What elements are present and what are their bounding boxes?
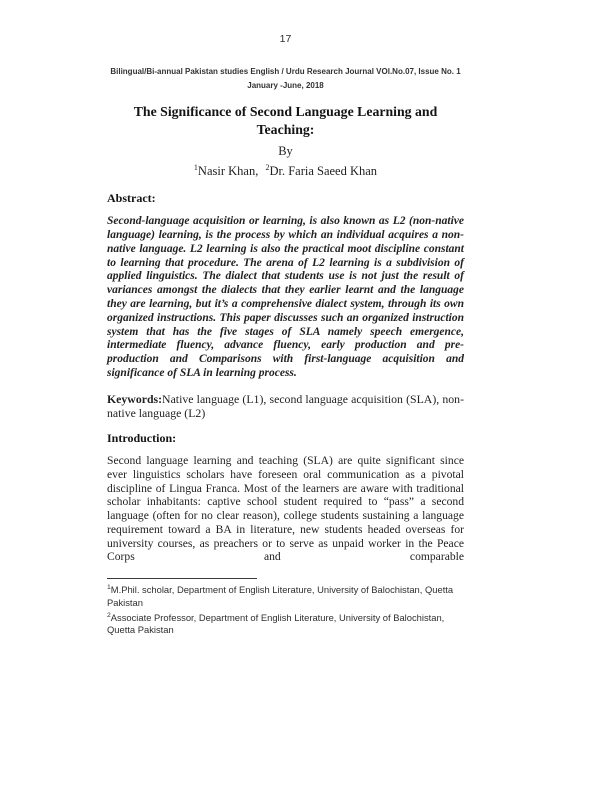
introduction-text: Second language learning and teaching (SLA) are quite significant since ever linguistics scholars have foreseen oral communication as a pivotal discipline of Lingua Franca. Most of the learners are aware with traditional scholar inhabitants: captive school student required to “pass” a second language (often for no clear reason), college students sustaining a language requirement toward a BA in literature, new students headed overseas for university courses, as preachers or to serve as unpaid worker in the Peace Corps and comparable [107, 453, 464, 564]
keywords-line [107, 392, 464, 421]
keywords-text: Native language (L1), second language acquisition (SLA), non-native language (L2) [107, 391, 464, 421]
journal-header [107, 65, 464, 93]
author-line [107, 163, 464, 179]
author-2 [265, 164, 377, 178]
abstract-text: Second-language acquisition or learning, is also known as L2 (non-native language) learning, is the process by which an individual acquires a non-native language. L2 learning is also the practical moot discipline constant to learning that procedure. The arena of L2 learning is a subdivision of applied linguistics. The dialect that students use is not just the result of variances amongst the dialects that they earlier learnt and the language they are learning, but it’s a comprehensive dialect system, through its own organized instructions. This paper discusses such an organized instruction system that has the five stages of SLA namely speech emergence, intermediate fluency, advance fluency, early production and pre-production and Comparisons with first-language acquisition and significance of SLA in learning process. [107, 215, 464, 379]
page-content-column [107, 0, 464, 637]
author-1-footnote-marker: 1 [193, 163, 198, 172]
article-title: The Significance of Second Language Learning and Teaching: [133, 104, 438, 137]
footnote-separator [107, 578, 257, 579]
author-2-footnote-marker: 2 [265, 163, 270, 172]
footnote-2-marker: 2 [107, 611, 111, 619]
journal-header-line2: January -June, 2018 [247, 81, 324, 90]
introduction-heading: Introduction: [107, 430, 177, 445]
footnote-1 [107, 582, 464, 609]
footnote-1-marker: 1 [107, 584, 111, 592]
abstract-heading: Abstract: [107, 191, 156, 206]
author-2-name: Dr. Faria Saeed Khan [269, 164, 378, 179]
footnotes [107, 582, 464, 637]
journal-header-line1: Bilingual/Bi-annual Pakistan studies English / Urdu Research Journal VOl.No.07, Issue No. 1 [110, 67, 461, 76]
footnote-2-text: Associate Professor, Department of English Literature, University of Balochistan, Quetta Pakistan [107, 611, 445, 636]
byline: By [278, 144, 293, 158]
author-1 [194, 164, 258, 178]
keywords-label: Keywords: [107, 391, 163, 406]
page-number: 17 [279, 33, 292, 45]
footnote-1-text: M.Phil. scholar, Department of English Literature, University of Balochistan, Quetta Pakistan [107, 584, 454, 608]
author-1-name: Nasir Khan, [197, 164, 259, 179]
footnote-2 [107, 610, 464, 637]
